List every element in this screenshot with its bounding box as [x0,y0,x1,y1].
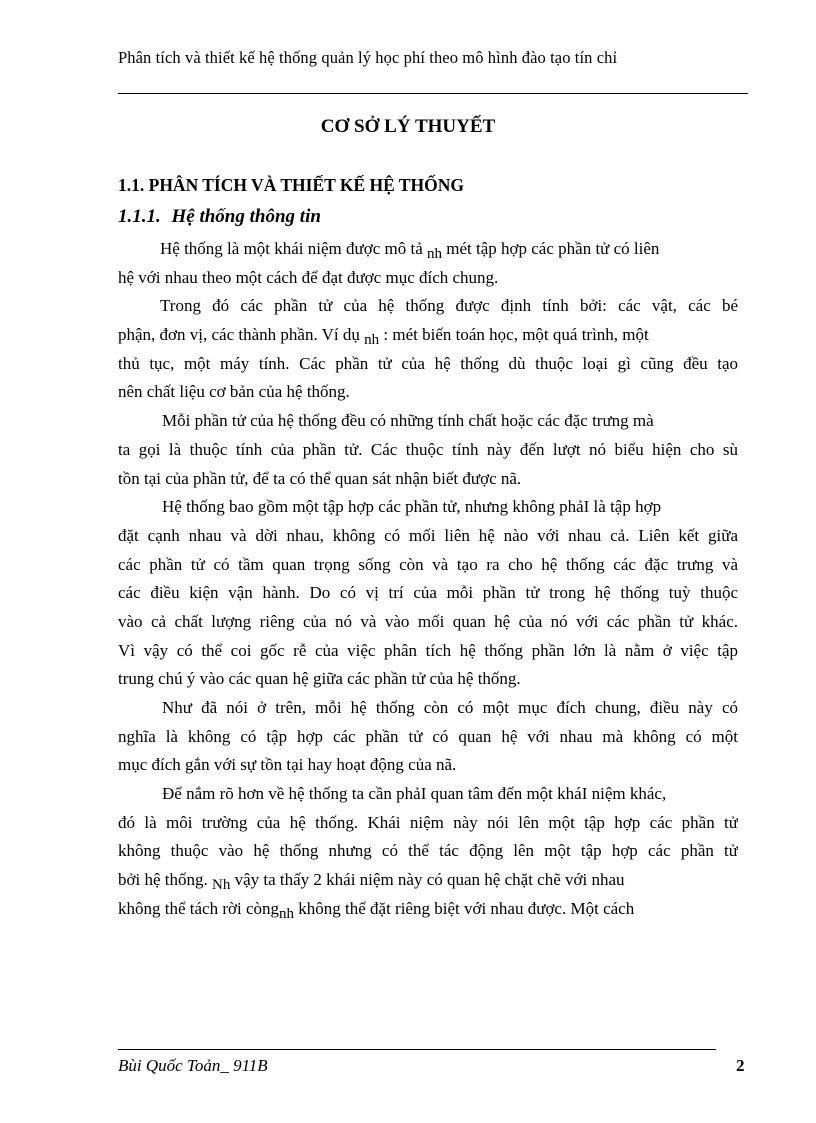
paragraph-line: Như đã nói ở trên, mỗi hệ thống còn có một mục đích chung, điều này có [162,698,738,717]
footer-divider [118,1049,716,1050]
subsection-title: Hệ thống thông tin [171,206,321,227]
section-heading: 1.1. PHÂN TÍCH VÀ THIẾT KẾ HỆ THỐNG [118,175,465,195]
text-run: : mét biến toán học, một quá trình, một [379,325,649,345]
body-text [118,235,738,924]
header-divider [118,93,748,94]
paragraph-line: trung chú ý vào các quan hệ giữa các phần tử của hệ thống. [118,669,521,689]
text-run: không thể đặt riêng biệt với nhau được. Một cách [294,898,635,918]
text-run: Hệ thống là một khái niệm được mô tả [160,239,428,258]
subsection-heading [118,206,321,228]
paragraph-line: vào cả chất lượng riêng của nó và vào mối quan hệ của nó với các phần tử khác. [118,611,738,631]
paragraph-line: không thuộc vào hệ thống nhưng có thể tác động lên một tập hợp các phần tử [118,841,738,861]
text-run: phận, đơn vị, các thành phần. Ví dụ [118,325,365,345]
paragraph-line: đó là môi trường của hệ thống. Khái niệm này nói lên một tập hợp các phần tử [118,812,738,832]
paragraph-line: Để nắm rõ hơn về hệ thống ta cần phảI quan tâm đến một kháI niệm khác, [162,784,667,804]
subscript-glyph: nh [279,905,295,922]
paragraph-line [118,895,738,924]
text-run: mét tập hợp các phần tử có liên [442,239,660,258]
paragraph-line: đặt cạnh nhau và dời nhau, không có mối liên hệ nào với nhau cả. Liên kết giữa [118,525,738,545]
paragraph-line: mục đích gắn với sự tồn tại hay hoạt động của nã. [118,755,457,775]
paragraph-line: các điều kiện vận hành. Do có vị trí của mỗi phần tử trong hệ thống tuỳ thuộc [118,583,738,603]
paragraph-line: Hệ thống bao gồm một tập hợp các phần tử, nhưng không phảI là tập hợp [162,497,662,517]
paragraph-line: Trong đó các phần tử của hệ thống được định tính bởi: các vật, các bé [160,296,738,316]
subscript-glyph: nh [364,332,380,349]
text-run: bởi hệ thống. [118,870,212,890]
paragraph-line [118,866,738,895]
paragraph-line: các phần tử có tầm quan trọng sống còn và tạo ra cho hệ thống các đặc trưng và [118,554,738,574]
paragraph-line: hệ với nhau theo một cách để đạt được mục đích chung. [118,267,499,287]
paragraph-line: ta gọi là thuộc tính của phần tử. Các thuộc tính này đến lượt nó biểu hiện cho sù [118,439,738,459]
subscript-glyph: Nh [211,877,231,894]
paragraph-line: nên chất liệu cơ bản của hệ thống. [118,382,350,402]
paragraph-line [118,321,738,350]
paragraph-line: Vì vậy có thể coi gốc rễ của việc phân tích hệ thống phần lớn là nằm ở việc tập [118,640,738,660]
text-run: không thể tách rời còng [118,898,280,918]
paragraph-line: thủ tục, một máy tính. Các phần tử của hệ thống dù thuộc loại gì cũng đều tạo [118,353,738,373]
page-number: 2 [736,1056,745,1075]
text-run: vậy ta thấy 2 khái niệm này có quan hệ chặt chẽ với nhau [230,870,625,890]
paragraph-line: tồn tại của phần tử, để ta có thể quan sát nhận biết được nã. [118,468,522,488]
paragraph-line [118,235,738,264]
footer-author: Bùi Quốc Toản_ 911B [118,1056,268,1075]
subsection-number: 1.1.1. [118,206,161,227]
paragraph-line: Mỗi phần tử của hệ thống đều có những tính chất hoặc các đặc trưng mà [162,411,654,431]
paragraph-line: nghĩa là không có tập hợp các phần tử có quan hệ với nhau mà không có một [118,726,738,746]
subscript-glyph: nh [427,246,443,262]
chapter-title: CƠ SỞ LÝ THUYẾT [320,116,496,137]
running-header: Phân tích và thiết kế hệ thống quản lý học phí theo mô hình đào tạo tín chỉ [118,48,618,67]
